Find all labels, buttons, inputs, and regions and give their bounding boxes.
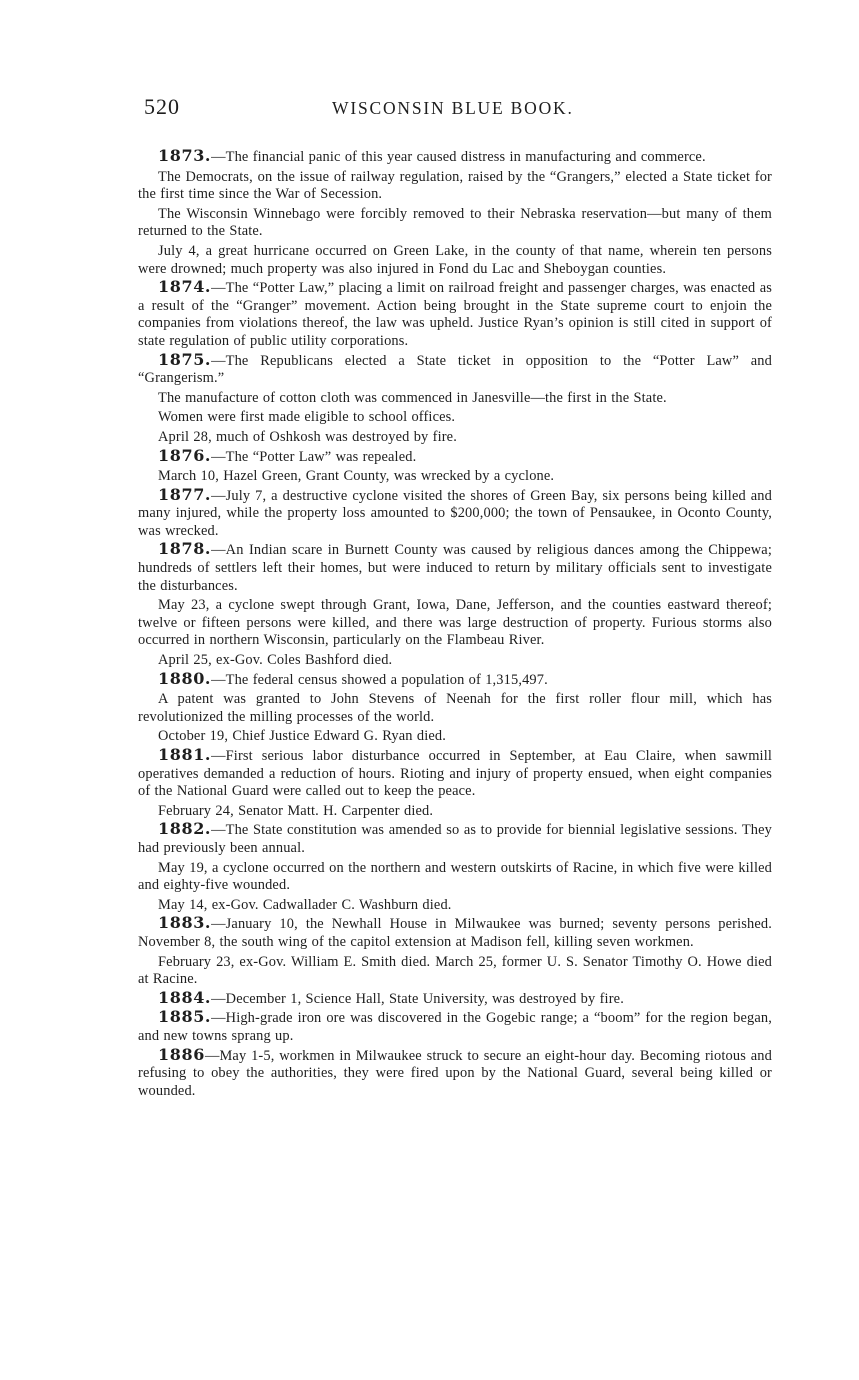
- entry-year: 1886: [158, 1044, 205, 1064]
- entry-text: July 4, a great hurricane occurred on Green Lake, in the county of that name, wherein ten persons were drowned; much property was also injured in Fond du Lac and Sheboygan counties.: [138, 242, 772, 277]
- entry-text: —The financial panic of this year caused distress in manufacturing and commerce.: [211, 149, 706, 165]
- entry-bashford: [138, 650, 772, 670]
- entry-text: The manufacture of cotton cloth was commenced in Janesville—the first in the State.: [158, 389, 667, 406]
- running-title: WISCONSIN BLUE BOOK.: [332, 98, 574, 118]
- entry-text: —The “Potter Law,” placing a limit on railroad freight and passenger charges, was enacted as a result of the “Granger” movement. Action being brought in the State supreme court to enjoin the companies from violations thereof, the law was upheld. Justice Ryan’s opinion is still cited in support of state regulation of public utility corporations.: [138, 280, 772, 349]
- entry-1884: [138, 989, 772, 1009]
- entry-oshkosh: [138, 427, 772, 447]
- entry-women: [138, 407, 772, 427]
- entry-1886: [138, 1046, 772, 1101]
- entry-text: May 19, a cyclone occurred on the northern and western outskirts of Racine, in which five were killed and eighty-five wounded.: [138, 859, 772, 894]
- entry-1878: [138, 540, 772, 595]
- entry-text: —The “Potter Law” was repealed.: [211, 448, 417, 465]
- entry-cyclone-may-23: [138, 595, 772, 650]
- entry-text: March 10, Hazel Green, Grant County, was wrecked by a cyclone.: [158, 468, 555, 485]
- entry-1880: [138, 670, 772, 690]
- entry-1877: [138, 486, 772, 541]
- entry-text: —High-grade iron ore was discovered in the Gogebic range; a “boom” for the region began, and new towns sprang up.: [138, 1010, 772, 1044]
- entry-text: —An Indian scare in Burnett County was caused by religious dances among the Chippewa; hundreds of settlers left their homes, but were induced to return by military officials sent to investigate the disturbances.: [138, 542, 772, 594]
- entry-1885: [138, 1008, 772, 1045]
- entry-text: —The State constitution was amended so as to provide for biennial legislative sessions. They had previously been annual.: [138, 822, 772, 856]
- entry-text: —The federal census showed a population of 1,315,497.: [211, 671, 548, 688]
- entry-hazel-green: [138, 466, 772, 486]
- entry-text: October 19, Chief Justice Edward G. Ryan died.: [158, 728, 446, 745]
- entry-1876: [138, 447, 772, 467]
- entry-1883: [138, 914, 772, 951]
- entry-text: April 25, ex-Gov. Coles Bashford died.: [158, 652, 393, 669]
- page-header: [144, 94, 774, 124]
- entry-text: —July 7, a destructive cyclone visited the shores of Green Bay, six persons being killed and many injured, while the property loss amounted to $200,000; the town of Pensaukee, in Oconto County, was wrecked.: [138, 487, 772, 539]
- page-number: 520: [144, 94, 180, 119]
- entry-year: 1881.: [158, 745, 212, 764]
- entry-1882: [138, 820, 772, 857]
- entry-1874: [138, 278, 772, 350]
- entry-racine-cyclone: [138, 858, 772, 895]
- entry-text: February 24, Senator Matt. H. Carpenter died.: [158, 802, 434, 819]
- entry-1873: [138, 147, 772, 167]
- entry-year: 1874.: [158, 277, 212, 297]
- entry-year: 1877.: [158, 484, 212, 504]
- entry-text: February 23, ex-Gov. William E. Smith died. March 25, former U. S. Senator Timothy O. Howe died at Racine.: [138, 953, 772, 988]
- entry-text: A patent was granted to John Stevens of Neenah for the first roller flour mill, which has revolutionized the milling processes of the world.: [138, 691, 772, 725]
- entry-text: —May 1-5, workmen in Milwaukee struck to secure an eight-hour day. Becoming riotous and refusing to obey the authorities, they were fired upon by the National Guard, several being killed or wounded.: [138, 1047, 772, 1099]
- entry-hurricane: [138, 241, 772, 278]
- entry-smith-howe: [138, 952, 772, 989]
- chronology-body: [138, 147, 772, 1100]
- entry-text: The Democrats, on the issue of railway regulation, raised by the “Grangers,” elected a State ticket for the first time since the War of Secession.: [138, 168, 772, 203]
- entry-text: —January 10, the Newhall House in Milwaukee was burned; seventy persons perished. November 8, the south wing of the capitol extension at Madison fell, killing seven workmen.: [138, 916, 772, 950]
- entry-carpenter: [138, 801, 772, 821]
- entry-year: 1876.: [158, 445, 212, 465]
- entry-roller-mill: [138, 689, 772, 726]
- entry-text: Women were first made eligible to school offices.: [158, 409, 456, 426]
- entry-text: —First serious labor disturbance occurred in September, at Eau Claire, when sawmill operatives demanded a reduction of hours. Rioting and injury of property ensued, when eight companies of the National Guard were called out to keep the peace.: [138, 748, 772, 800]
- entry-democrats: [138, 167, 772, 204]
- entry-text: May 23, a cyclone swept through Grant, Iowa, Dane, Jefferson, and the counties eastward thereof; twelve or fifteen persons were killed, and there was large destruction of property. Furious storms also occurred in northern Wisconsin, particularly on the Flambeau River.: [138, 597, 772, 649]
- entry-year: 1873.: [158, 146, 212, 165]
- entry-year: 1875.: [158, 349, 212, 369]
- entry-year: 1883.: [158, 913, 212, 933]
- entry-year: 1885.: [158, 1007, 212, 1027]
- entry-text: —December 1, Science Hall, State University, was destroyed by fire.: [211, 990, 624, 1007]
- entry-year: 1880.: [158, 668, 212, 688]
- entry-year: 1882.: [158, 819, 212, 839]
- entry-washburn: [138, 895, 772, 915]
- entry-ryan: [138, 726, 772, 746]
- entry-cotton: [138, 388, 772, 408]
- entry-text: May 14, ex-Gov. Cadwallader C. Washburn died.: [158, 896, 452, 913]
- entry-text: —The Republicans elected a State ticket in opposition to the “Potter Law” and “Grangerism.”: [138, 352, 772, 387]
- entry-text: The Wisconsin Winnebago were forcibly removed to their Nebraska reservation—but many of them returned to the State.: [138, 205, 772, 240]
- entry-text: April 28, much of Oshkosh was destroyed by fire.: [158, 428, 457, 445]
- entry-1875: [138, 351, 772, 388]
- entry-year: 1884.: [158, 987, 212, 1007]
- entry-winnebago: [138, 204, 772, 241]
- entry-year: 1878.: [158, 539, 212, 559]
- entry-1881: [138, 746, 772, 801]
